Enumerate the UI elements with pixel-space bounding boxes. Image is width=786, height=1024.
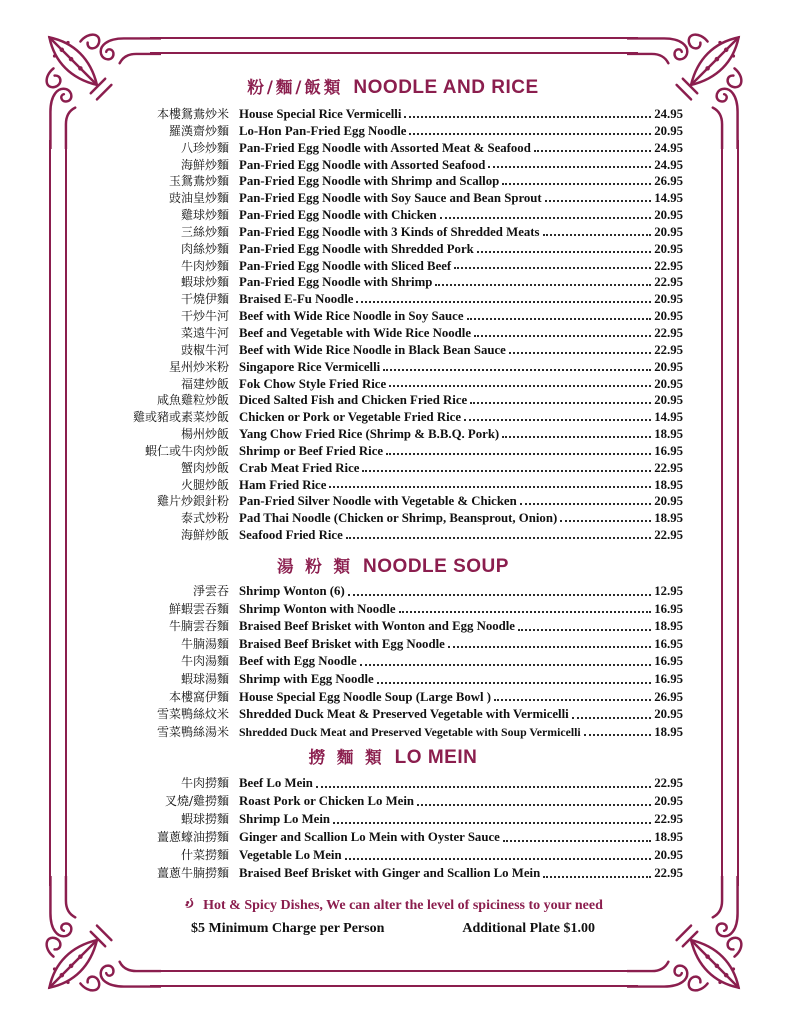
item-price: 16.95 <box>654 671 683 686</box>
item-name-en: Pan-Fried Egg Noodle with Sliced Beef <box>239 258 452 273</box>
item-name-en: Shredded Duck Meat & Preserved Vegetable with Vermicelli <box>239 707 569 722</box>
item-name-zh: 牛腩湯麵 <box>180 636 229 651</box>
frame-line-bottom-inner <box>150 970 638 972</box>
item-price: 20.95 <box>654 224 683 239</box>
menu-item-row <box>103 652 683 670</box>
item-name-en: Pan-Fried Egg Noodle with 3 Kinds of Shredded Meats <box>239 224 540 239</box>
item-price: 16.95 <box>654 654 683 669</box>
item-name-en: Beef with Wide Rice Noodle in Soy Sauce <box>239 309 464 324</box>
item-name-en: Ginger and Scallion Lo Mein with Oyster Sauce <box>239 830 500 844</box>
section-title-noodle-and-rice <box>103 74 683 99</box>
item-name-en: House Special Rice Vermicelli <box>239 107 402 121</box>
item-price: 26.95 <box>654 174 683 189</box>
menu-item-row <box>103 617 683 635</box>
item-name-en: Shrimp with Egg Noodle <box>239 671 374 686</box>
hot-pepper-icon <box>183 897 197 911</box>
corner-ornament-icon <box>627 876 751 1000</box>
item-name-en: Shrimp Wonton with Noodle <box>239 601 396 616</box>
corner-ornament-icon <box>37 876 161 1000</box>
menu-item-row <box>103 635 683 653</box>
item-name-zh: 雞片炒銀針粉 <box>156 494 229 509</box>
menu-item-row <box>103 408 683 425</box>
item-price: 20.95 <box>654 707 683 722</box>
item-price: 14.95 <box>654 410 683 425</box>
item-price: 24.95 <box>654 107 683 121</box>
menu-item-row <box>103 670 683 688</box>
dot-leader <box>545 200 652 202</box>
item-name-zh: 泰式炒粉 <box>180 511 229 526</box>
menu-item-row <box>103 509 683 526</box>
dot-leader <box>360 664 652 666</box>
item-name-en: Fok Chow Style Fried Rice <box>239 376 387 391</box>
section-title-lo-mein <box>103 744 683 769</box>
dot-leader <box>572 717 651 719</box>
dot-leader <box>494 699 651 701</box>
dot-leader <box>448 646 651 648</box>
menu-item-row <box>103 526 683 543</box>
dot-leader <box>470 402 651 404</box>
item-name-zh: 蝦球炒麵 <box>180 275 229 290</box>
item-name-zh: 菜遠牛河 <box>180 325 229 340</box>
item-name-zh: 什菜撈麵 <box>180 848 229 862</box>
item-name-en: Shredded Duck Meat and Preserved Vegetable with Soup Vermicelli <box>239 724 581 739</box>
item-name-zh: 叉燒/雞撈麵 <box>164 794 229 808</box>
item-name-zh: 薑蔥蠔油撈麵 <box>156 830 229 844</box>
item-name-zh: 豉椒牛河 <box>180 342 229 357</box>
dot-leader <box>377 682 651 684</box>
item-price: 22.95 <box>654 275 683 290</box>
item-price: 20.95 <box>654 309 683 324</box>
item-price: 24.95 <box>654 140 683 155</box>
section-title-zh: 粉/麵/飯類 <box>247 78 344 97</box>
dot-leader <box>316 786 651 788</box>
item-name-en: Pan-Fried Egg Noodle with Assorted Meat & Seafood <box>239 140 531 155</box>
dot-leader <box>346 537 651 539</box>
item-price: 20.95 <box>654 123 683 138</box>
menu-item-row <box>103 459 683 476</box>
menu-item-row <box>103 358 683 375</box>
menu-item-row <box>103 600 683 618</box>
item-name-en: Yang Chow Fried Rice (Shrimp & B.B.Q. Pork) <box>239 427 500 442</box>
item-name-zh: 淨雲吞 <box>192 584 229 598</box>
menu-item-row <box>103 307 683 324</box>
dot-leader <box>520 503 651 505</box>
dot-leader <box>345 858 652 860</box>
item-name-en: Pan-Fried Egg Noodle with Soy Sauce and Bean Sprout <box>239 191 542 206</box>
dot-leader <box>348 594 651 596</box>
item-price: 18.95 <box>654 427 683 442</box>
dot-leader <box>584 734 652 736</box>
item-price: 22.95 <box>654 866 683 880</box>
item-name-en: Shrimp Wonton (6) <box>239 584 345 598</box>
dot-leader <box>488 166 651 168</box>
item-name-en: Pan-Fried Egg Noodle with Assorted Seafood <box>239 157 486 172</box>
item-name-zh: 牛肉炒麵 <box>180 258 229 273</box>
dot-leader <box>560 520 651 522</box>
section-title-zh: 撈 麵 類 <box>308 748 385 767</box>
section-lo-mein-list <box>103 774 683 882</box>
dot-leader <box>454 267 651 269</box>
menu-item-row <box>103 156 683 173</box>
item-name-zh: 鮮蝦雲吞麵 <box>168 601 229 616</box>
dot-leader <box>389 385 651 387</box>
item-name-en: Braised E-Fu Noodle <box>239 292 354 307</box>
dot-leader <box>467 318 652 320</box>
menu-item-row <box>103 105 683 122</box>
item-name-zh: 雞球炒麵 <box>180 208 229 223</box>
item-name-zh: 蝦球湯麵 <box>180 671 229 686</box>
item-name-zh: 本樓窩伊麵 <box>168 689 229 704</box>
item-name-zh: 雪菜鴨絲炆米 <box>156 707 229 722</box>
item-name-zh: 牛肉撈麵 <box>180 776 229 790</box>
menu-item-row <box>103 828 683 846</box>
item-name-en: Lo-Hon Pan-Fried Egg Noodle <box>239 123 407 138</box>
item-name-en: Ham Fried Rice <box>239 477 327 492</box>
dot-leader <box>362 470 651 472</box>
menu-item-row <box>103 582 683 600</box>
item-price: 20.95 <box>654 494 683 509</box>
item-name-zh: 薑蔥牛腩撈麵 <box>156 866 229 880</box>
item-price: 20.95 <box>654 241 683 256</box>
footer-charge-line <box>103 921 683 937</box>
menu-item-row <box>103 172 683 189</box>
menu-item-row <box>103 846 683 864</box>
item-name-en: Pad Thai Noodle (Chicken or Shrimp, Beansprout, Onion) <box>239 511 558 526</box>
item-name-zh: 海鮮炒麵 <box>180 157 229 172</box>
menu-item-row <box>103 273 683 290</box>
item-price: 24.95 <box>654 157 683 172</box>
item-name-zh: 羅漢齋炒麵 <box>168 123 229 138</box>
item-name-en: Braised Beef Brisket with Egg Noodle <box>239 636 445 651</box>
item-name-en: Pan-Fried Silver Noodle with Vegetable & Chicken <box>239 494 517 509</box>
item-name-zh: 福建炒飯 <box>180 376 229 391</box>
item-name-en: Shrimp or Beef Fried Rice <box>239 443 384 458</box>
menu-item-row <box>103 492 683 509</box>
menu-item-row <box>103 774 683 792</box>
item-price: 18.95 <box>654 477 683 492</box>
item-price: 22.95 <box>654 812 683 826</box>
menu-item-row <box>103 442 683 459</box>
menu-item-row <box>103 223 683 240</box>
menu-item-row <box>103 425 683 442</box>
dot-leader <box>543 876 651 878</box>
menu-item-row <box>103 257 683 274</box>
dot-leader <box>356 301 651 303</box>
footer-additional-plate: Additional Plate $1.00 <box>462 921 595 936</box>
item-price: 14.95 <box>654 191 683 206</box>
item-name-en: Pan-Fried Egg Noodle with Shrimp <box>239 275 433 290</box>
dot-leader <box>502 436 651 438</box>
dot-leader <box>333 822 651 824</box>
footer-minimum-charge: $5 Minimum Charge per Person <box>190 921 385 936</box>
menu-item-row <box>103 810 683 828</box>
item-name-zh: 干炒牛河 <box>180 309 229 324</box>
item-name-en: Pan-Fried Egg Noodle with Shredded Pork <box>239 241 474 256</box>
item-name-zh: 干燒伊麵 <box>180 292 229 307</box>
item-name-en: Roast Pork or Chicken Lo Mein <box>239 794 415 808</box>
menu-item-row <box>103 792 683 810</box>
dot-leader <box>435 284 651 286</box>
menu-item-row <box>103 705 683 723</box>
dot-leader <box>518 629 651 631</box>
dot-leader <box>404 116 651 118</box>
menu-item-row <box>103 324 683 341</box>
section-title-en: LO MEIN <box>394 747 478 768</box>
menu-item-row <box>103 206 683 223</box>
menu-item-row <box>103 122 683 139</box>
section-title-zh: 湯 粉 類 <box>277 557 354 576</box>
item-price: 20.95 <box>654 208 683 223</box>
item-price: 18.95 <box>654 724 683 739</box>
item-name-en: Vegetable Lo Mein <box>239 848 342 862</box>
item-name-zh: 玉鴛鴦炒麵 <box>168 174 229 189</box>
dot-leader <box>509 352 651 354</box>
item-name-en: Braised Beef Brisket with Wonton and Egg Noodle <box>239 619 515 634</box>
frame-line-top-outer <box>150 37 638 39</box>
item-price: 20.95 <box>654 292 683 307</box>
item-name-zh: 海鮮炒飯 <box>180 528 229 543</box>
item-price: 20.95 <box>654 794 683 808</box>
item-name-zh: 豉油皇炒麵 <box>168 191 229 206</box>
dot-leader <box>440 217 652 219</box>
item-price: 20.95 <box>654 376 683 391</box>
menu-item-row <box>103 375 683 392</box>
menu-item-row <box>103 240 683 257</box>
item-name-en: Beef and Vegetable with Wide Rice Noodle <box>239 325 471 340</box>
section-title-noodle-soup <box>103 553 683 578</box>
item-price: 22.95 <box>654 776 683 790</box>
item-price: 26.95 <box>654 689 683 704</box>
menu-item-row <box>103 476 683 493</box>
menu-item-row <box>103 864 683 882</box>
item-name-zh: 蟹肉炒飯 <box>180 460 229 475</box>
frame-line-right-inner <box>721 140 723 886</box>
item-name-zh: 牛肉湯麵 <box>180 654 229 669</box>
item-price: 18.95 <box>654 511 683 526</box>
item-price: 22.95 <box>654 460 683 475</box>
item-price: 22.95 <box>654 528 683 543</box>
item-price: 16.95 <box>654 601 683 616</box>
section-title-en: NOODLE SOUP <box>363 556 509 577</box>
menu-item-row <box>103 341 683 358</box>
menu-item-row <box>103 189 683 206</box>
item-price: 16.95 <box>654 443 683 458</box>
item-price: 18.95 <box>654 619 683 634</box>
dot-leader <box>543 234 652 236</box>
item-name-en: Braised Beef Brisket with Ginger and Scallion Lo Mein <box>239 866 541 880</box>
section-noodle-and-rice-list <box>103 105 683 543</box>
frame-line-left-outer <box>49 140 51 886</box>
item-name-zh: 八珍炒麵 <box>180 140 229 155</box>
item-name-en: Beef with Egg Noodle <box>239 654 357 669</box>
dot-leader <box>477 251 651 253</box>
item-name-zh: 火腿炒飯 <box>180 477 229 492</box>
item-name-zh: 蝦仁或牛肉炒飯 <box>144 443 229 458</box>
menu-item-row <box>103 139 683 156</box>
item-price: 22.95 <box>654 325 683 340</box>
item-name-zh: 楊州炒飯 <box>180 427 229 442</box>
item-name-en: Beef Lo Mein <box>239 776 313 790</box>
item-name-en: Singapore Rice Vermicelli <box>239 359 381 374</box>
item-name-en: House Special Egg Noodle Soup (Large Bowl ) <box>239 689 492 704</box>
section-noodle-soup-list <box>103 582 683 740</box>
item-name-en: Crab Meat Fried Rice <box>239 460 360 475</box>
item-name-zh: 牛腩雲吞麵 <box>168 619 229 634</box>
item-name-zh: 三絲炒麵 <box>180 224 229 239</box>
item-name-en: Beef with Wide Rice Noodle in Black Bean Sauce <box>239 342 506 357</box>
dot-leader <box>417 804 651 806</box>
menu-item-row <box>103 723 683 741</box>
menu-item-row <box>103 688 683 706</box>
item-name-zh: 星州炒米粉 <box>168 359 229 374</box>
dot-leader <box>474 335 651 337</box>
spicy-note-text: Hot & Spicy Dishes, We can alter the level of spiciness to your need <box>203 898 603 913</box>
dot-leader <box>409 133 651 135</box>
frame-line-top-inner <box>150 52 638 54</box>
item-name-en: Chicken or Pork or Vegetable Fried Rice <box>239 410 462 425</box>
dot-leader <box>386 453 651 455</box>
dot-leader <box>503 840 651 842</box>
item-name-zh: 雪菜鴨絲湯米 <box>156 724 229 739</box>
item-name-zh: 蝦球撈麵 <box>180 812 229 826</box>
menu-item-row <box>103 290 683 307</box>
dot-leader <box>329 486 651 488</box>
item-price: 20.95 <box>654 848 683 862</box>
dot-leader <box>534 150 651 152</box>
dot-leader <box>399 611 652 613</box>
item-name-zh: 咸魚雞粒炒飯 <box>156 393 229 408</box>
item-price: 22.95 <box>654 258 683 273</box>
frame-line-left-inner <box>65 140 67 886</box>
dot-leader <box>502 183 651 185</box>
footer-spicy-note <box>103 897 683 914</box>
item-name-en: Diced Salted Fish and Chicken Fried Rice <box>239 393 468 408</box>
dot-leader <box>383 369 651 371</box>
item-price: 22.95 <box>654 342 683 357</box>
item-price: 20.95 <box>654 393 683 408</box>
item-name-zh: 肉絲炒麵 <box>180 241 229 256</box>
section-title-en: NOODLE AND RICE <box>353 77 539 98</box>
menu-item-row <box>103 391 683 408</box>
item-name-en: Pan-Fried Egg Noodle with Chicken <box>239 208 437 223</box>
item-price: 16.95 <box>654 636 683 651</box>
item-name-zh: 雞或豬或素菜炒飯 <box>132 410 229 425</box>
item-name-zh: 本樓鴛鴦炒米 <box>156 107 229 121</box>
item-price: 12.95 <box>654 584 683 598</box>
frame-line-right-outer <box>737 140 739 886</box>
item-name-en: Shrimp Lo Mein <box>239 812 331 826</box>
item-price: 20.95 <box>654 359 683 374</box>
item-price: 18.95 <box>654 830 683 844</box>
item-name-en: Seafood Fried Rice <box>239 528 343 543</box>
item-name-en: Pan-Fried Egg Noodle with Shrimp and Scallop <box>239 174 500 189</box>
frame-line-bottom-outer <box>150 985 638 987</box>
dot-leader <box>464 419 651 421</box>
